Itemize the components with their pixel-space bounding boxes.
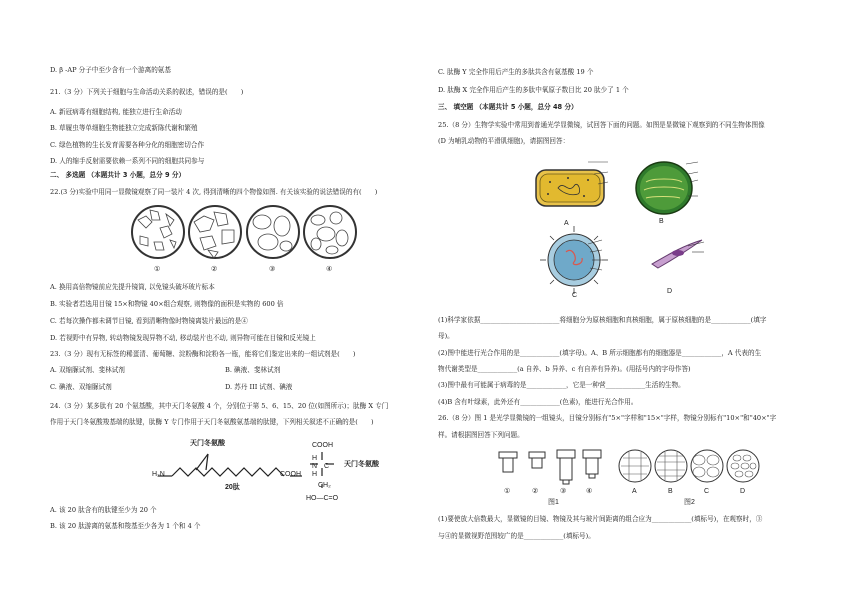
ch2-label: CH₂	[318, 482, 331, 489]
q21-option-c: C. 绿色植物的生长发育需要各种分化的细胞密切合作	[50, 141, 205, 149]
fig26-label-a: A	[632, 488, 637, 495]
h-label: H	[312, 455, 318, 462]
q26-stem: 26.（8 分）图 1 是光学显微镜的一组镜头，目镜分别标有"5×"字样和"15×"字样，物镜分别标有"10×"和"40×"字	[438, 414, 777, 422]
fig26-caption-2: 图2	[684, 499, 695, 506]
q25-stem-2: (D 为哺乳动物的平滑肌细胞)，请据图回答：	[438, 137, 570, 145]
peptide-label: 20肽	[225, 484, 240, 491]
section-3-heading: 三、 填空题 （本题共计 5 小题，总分 48 分）	[438, 103, 578, 111]
q25-3: (3)图中最有可能属于病毒的是____________，它是一种营____________生活的生物。	[438, 381, 685, 389]
q22-label-4: ④	[326, 266, 333, 273]
h2n-label: H₂N	[152, 471, 165, 478]
cooh-top-label: COOH	[312, 442, 333, 449]
q26-figure	[493, 448, 813, 498]
q22-option-c: C. 若每次操作都未调节目镜, 看到清晰物像时物镜离装片最远的是④	[50, 317, 248, 325]
q23-option-d: D. 苏丹 III 试剂、碘液	[225, 383, 293, 391]
q24-stem: 24.（3 分）某多肽有 20 个氨基酸，其中天门冬氨酸 4 个，分别位于第 5、6、15、20 位(如图所示)；肽酶 X 专门	[50, 402, 389, 410]
q22-label-2: ②	[211, 266, 218, 273]
q22-option-d: D. 若视野中有异物, 转动物镜发现异物不动, 移动装片也不动, 则异物可能在目镜和反光镜上	[50, 334, 316, 342]
q25-stem: 25.（8 分）生物学实验中常用到普通光学显微镜，试回答下面的问题。如图是显微镜下观察到的不同生物体图像	[438, 121, 765, 129]
q25-2b: 物代谢类型是____________(a 自养、b 异养、c 有自养有异养)。(用括号内的字母作答)	[438, 365, 691, 373]
section-2-heading: 二、 多选题 （本题共计 3 小题，总分 9 分）	[50, 171, 186, 179]
q25-4: (4)B 含有叶绿素，此外还有____________(色素)，能进行光合作用。	[438, 398, 638, 406]
h2-label: H	[312, 471, 318, 478]
c-label: C	[324, 463, 330, 470]
fig26-label-4: ④	[586, 488, 593, 495]
aspartate-label-2: 天门冬氨酸	[344, 461, 379, 468]
q21-option-a: A. 新冠病毒有细胞结构, 能独立进行生命活动	[50, 108, 182, 116]
q22-figure	[130, 200, 370, 275]
q26-1: (1)要使放大倍数最大，显微镜的目镜、物镜及其与玻片间距离的组合应为____________(填标号)，在观察时，③	[438, 515, 763, 523]
q22-label-3: ③	[269, 266, 276, 273]
q23-stem: 23.（3 分）现有无标签的稀蛋清、葡萄糖、淀粉酶和淀粉各一瓶，能将它们鉴定出来的一组试剂是( )	[50, 350, 356, 358]
q22-option-b: B. 实验者若选用目镜 15×和物镜 40×组合观察, 则物像的面积是实物的 600 倍	[50, 300, 284, 308]
cooh-end-label: COOH	[280, 471, 301, 478]
q22-stem: 22.(3 分)实验中用同一显微镜观察了同一装片 4 次, 得到清晰的四个物像如图. 有关该实验的说法错误的有( )	[50, 188, 378, 196]
fig26-label-1: ①	[504, 488, 511, 495]
q21-option-b: B. 草履虫等单细胞生物能独立完成新陈代谢和繁殖	[50, 124, 198, 132]
q24-stem-2: 作用于天门冬氨酸羧基端的肽键，肽酶 Y 专门作用于天门冬氨酸氨基端的肽键，下列相关叙述不正确的是( )	[50, 418, 374, 426]
q23-option-a: A. 双缩脲试剂、斐林试剂	[50, 366, 125, 374]
q23-option-b: B. 碘液、斐林试剂	[225, 366, 281, 374]
fig25-label-d: D	[667, 288, 673, 295]
fig25-label-a: A	[564, 220, 569, 227]
q24-option-c: C. 肽酶 Y 完全作用后产生的多肽共含有氨基酸 19 个	[438, 68, 594, 76]
hoco-label: HO—C=O	[306, 495, 339, 502]
q21-option-d: D. 人的缩手反射需要依赖一系列不同的细胞共同参与	[50, 157, 205, 165]
q26-1b: 与④的显微视野范围较广的是____________(填标号)。	[438, 532, 595, 540]
fig26-label-c: C	[704, 488, 710, 495]
q24-option-b: B. 该 20 肽游离的氨基和羧基至少各为 1 个和 4 个	[50, 522, 201, 530]
q24-option-a: A. 该 20 肽含有的肽键至少为 20 个	[50, 506, 157, 514]
n-label: N	[312, 463, 318, 470]
fig26-label-3: ③	[560, 488, 567, 495]
fig25-label-b: B	[659, 218, 664, 225]
q22-option-a: A. 换用高倍物镜前应先提升镜筒, 以免镜头破坏玻片标本	[50, 283, 215, 291]
fig26-label-2: ②	[532, 488, 539, 495]
q24-option-d: D. 肽酶 X 完全作用后产生的多肽中氧原子数目比 20 肽少了 1 个	[438, 86, 629, 94]
q22-label-1: ①	[154, 266, 161, 273]
aspartate-label-1: 天门冬氨酸	[190, 440, 225, 447]
q20-option-d: D. β -AP 分子中至少含有一个游离的氨基	[50, 66, 171, 74]
fig25-label-c: C	[572, 292, 578, 299]
fig26-label-b: B	[668, 488, 673, 495]
fig26-caption-1: 图1	[548, 499, 559, 506]
q25-1: (1)科学家依据________________________将细胞分为原核细胞和真核细胞，属于原核细胞的是____________(填字	[438, 316, 767, 324]
fig26-label-d: D	[740, 488, 746, 495]
q23-option-c: C. 碘液、双缩脲试剂	[50, 383, 112, 391]
q25-2: (2)图中能进行光合作用的是____________(填字母)。A、B 所示细胞都有的细胞器是____________，A 代表的生	[438, 349, 762, 357]
q21-stem: 21.（3 分）下列关于细胞与生命活动关系的叙述，错误的是( )	[50, 88, 244, 96]
q25-figure	[528, 152, 728, 302]
q25-1b: 母)。	[438, 332, 454, 340]
q26-stem-2: 样。请根据图回答下列问题。	[438, 431, 524, 439]
